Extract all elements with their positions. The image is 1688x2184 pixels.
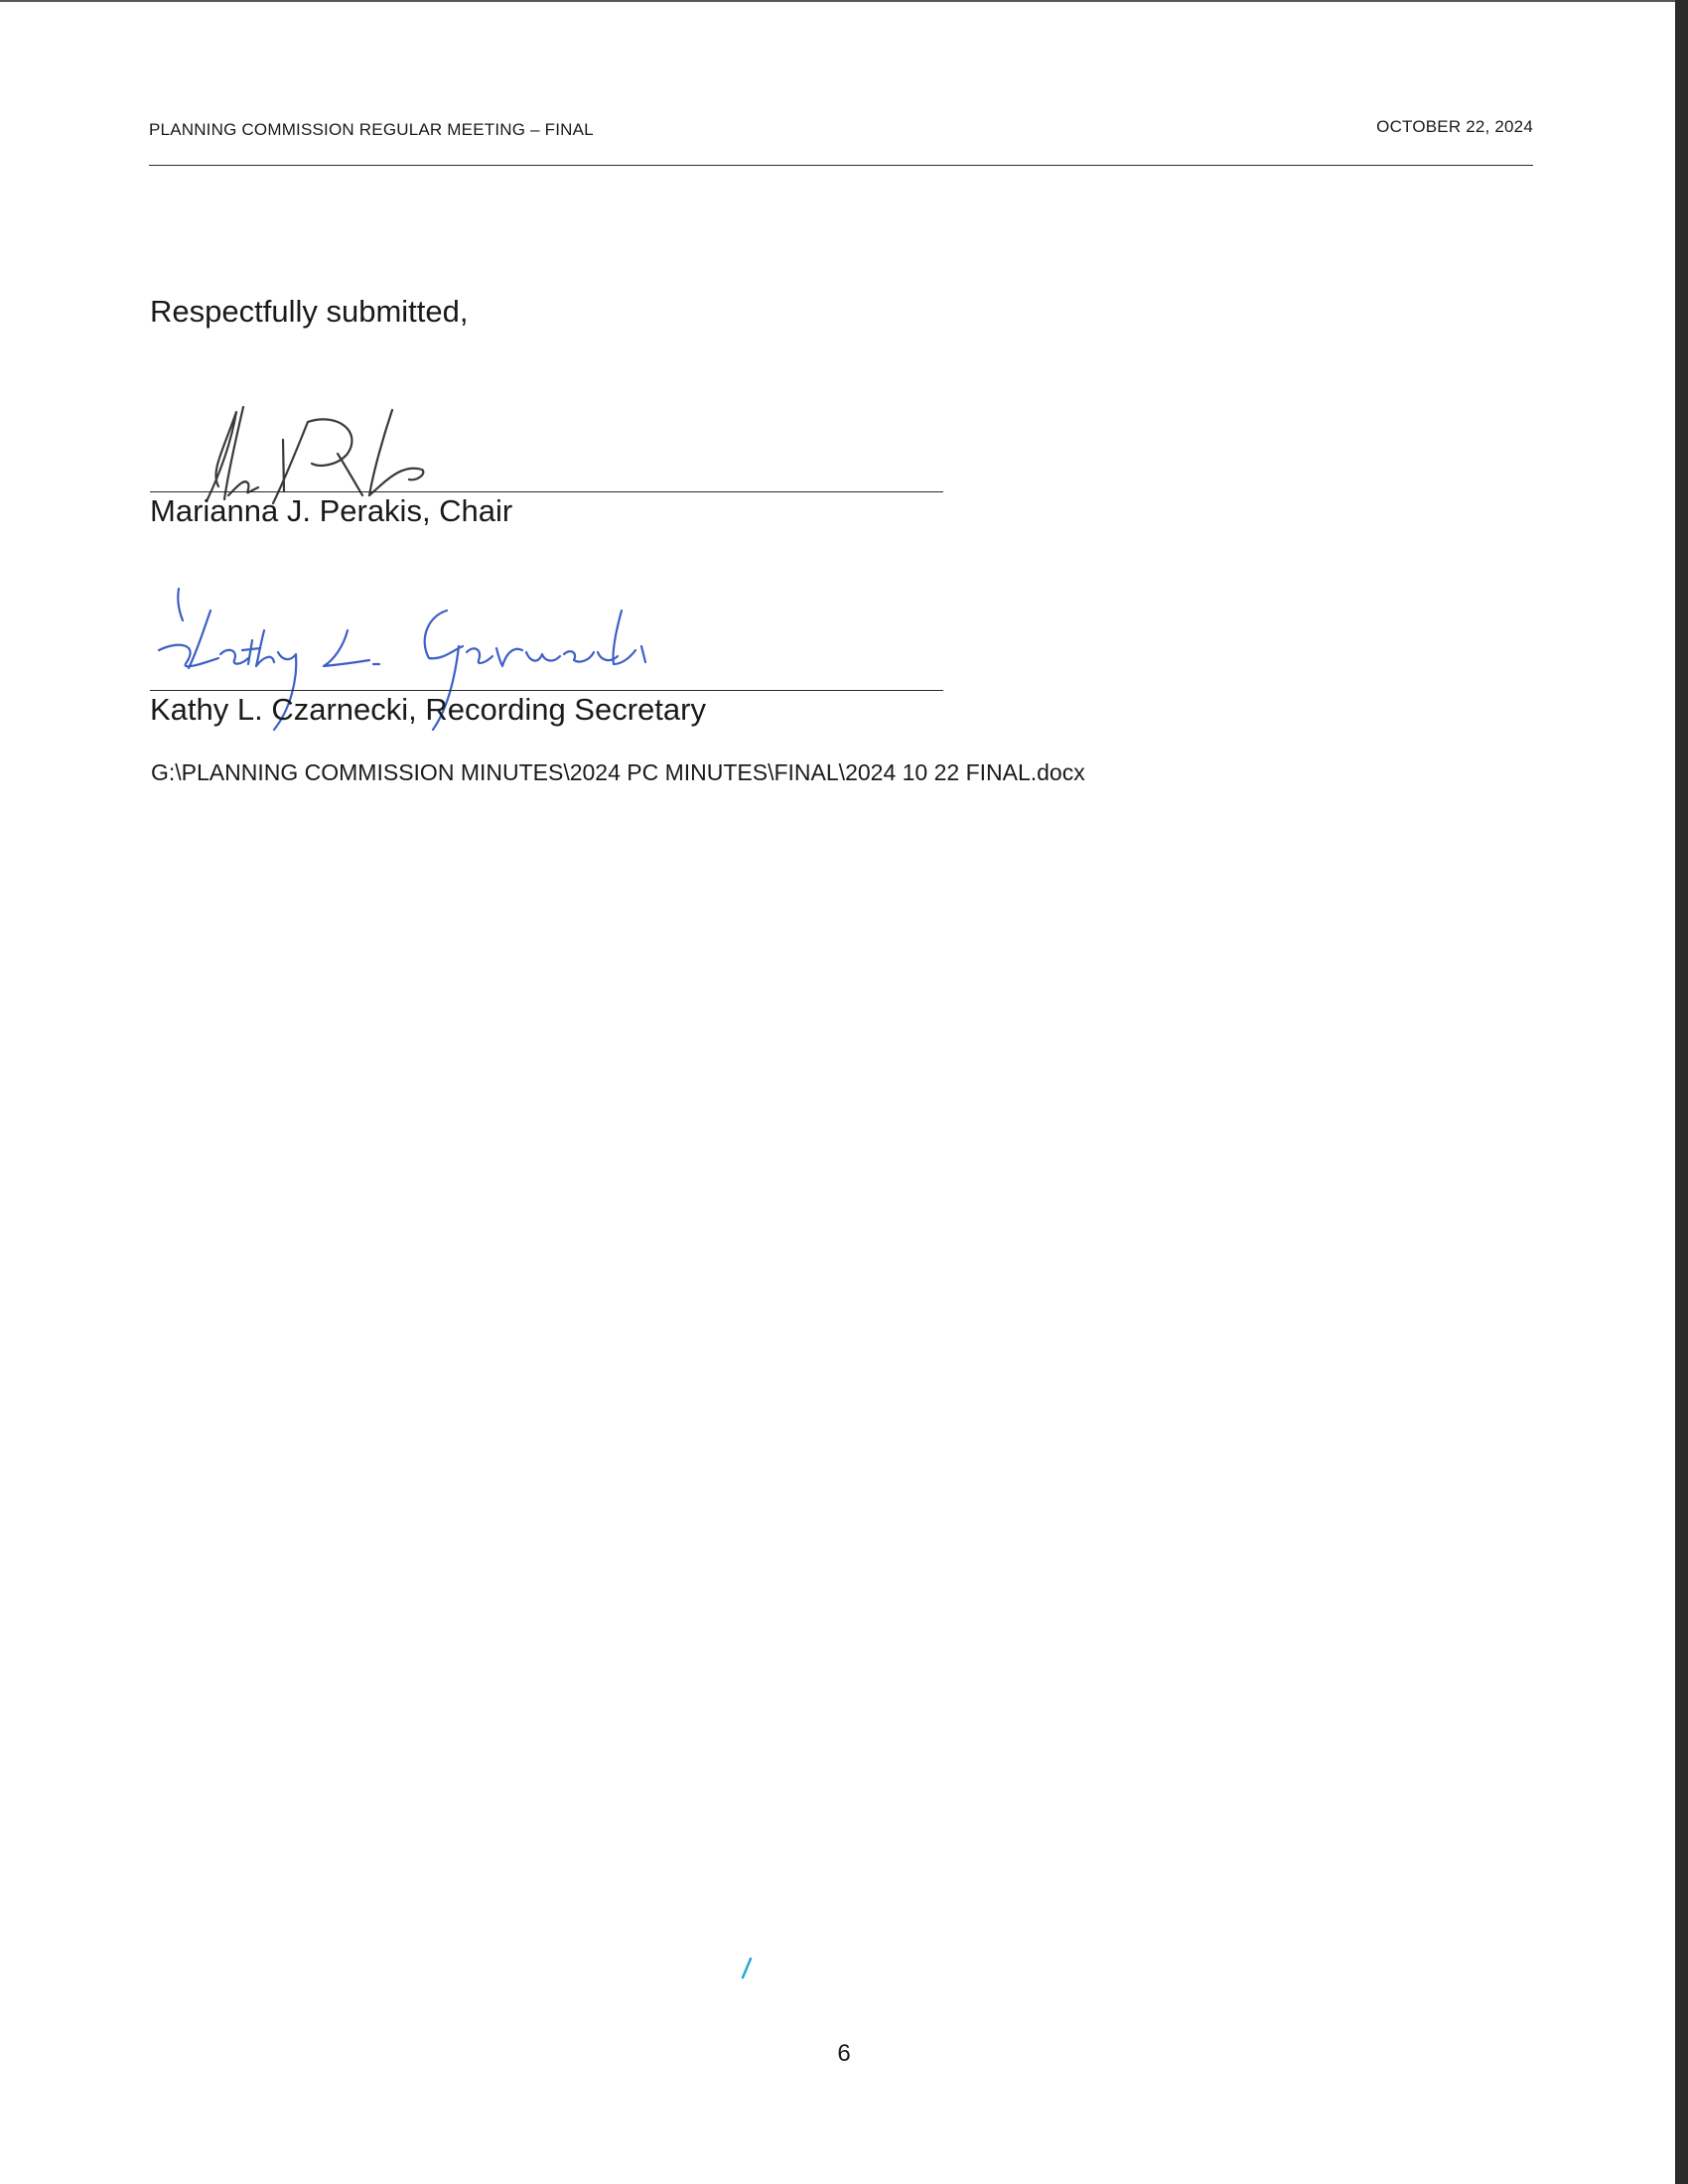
page-number: 6 — [837, 2040, 851, 2067]
stray-ink-mark — [739, 1956, 755, 1981]
header-date: OCTOBER 22, 2024 — [1376, 117, 1533, 136]
signer-name-secretary: Kathy L. Czarnecki, Recording Secretary — [150, 692, 706, 727]
signer-name-chair: Marianna J. Perakis, Chair — [150, 493, 513, 528]
scan-right-edge — [1675, 0, 1688, 2184]
header-divider — [149, 165, 1533, 166]
signature-line-secretary — [150, 690, 943, 691]
header-title: PLANNING COMMISSION REGULAR MEETING – FINAL — [149, 120, 594, 139]
signature-line-chair — [150, 491, 943, 492]
closing-text: Respectfully submitted, — [150, 294, 469, 329]
file-path: G:\PLANNING COMMISSION MINUTES\2024 PC MINUTES\FINAL\2024 10 22 FINAL.docx — [151, 759, 1085, 785]
scan-top-edge — [0, 0, 1688, 2]
